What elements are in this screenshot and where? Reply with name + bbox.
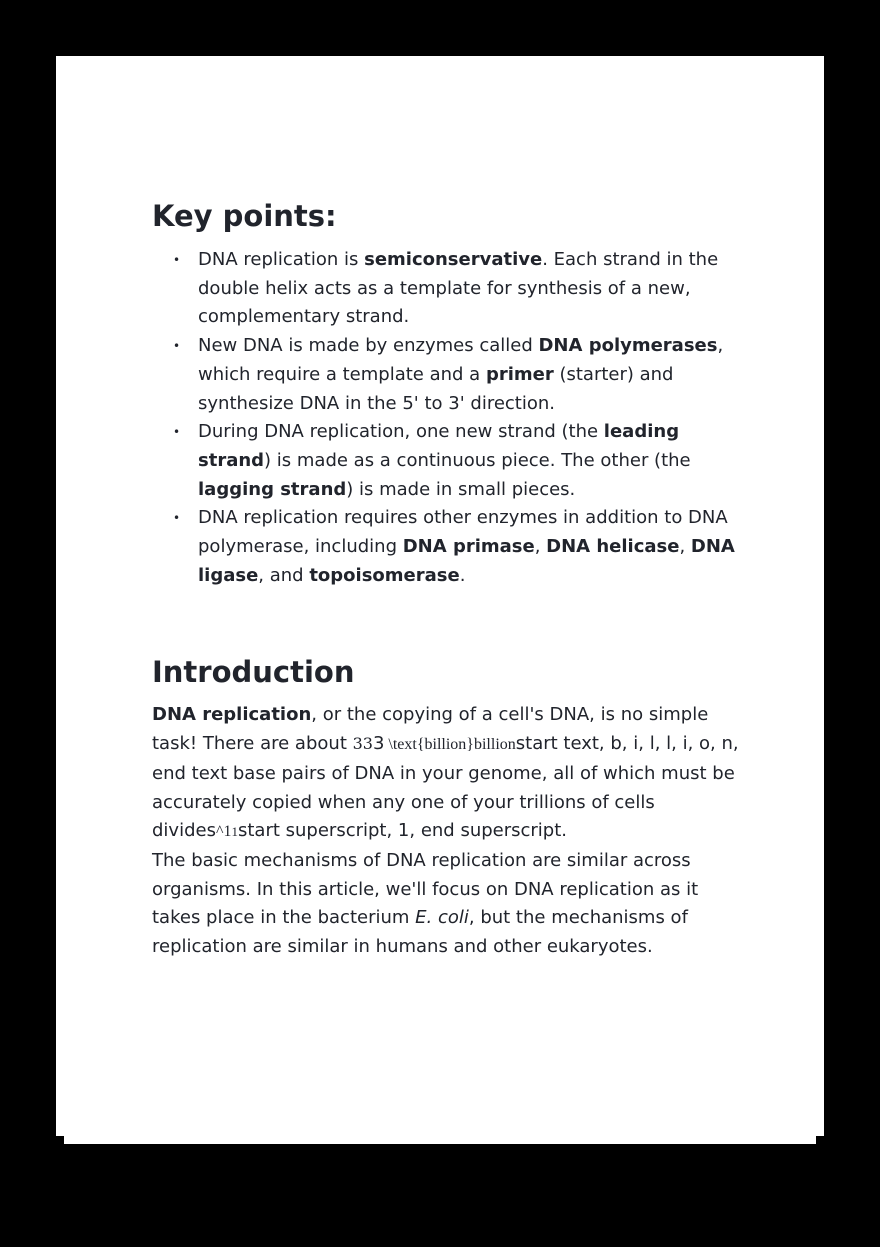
bold-term: primer [485,363,554,385]
key-points-list [152,246,742,590]
bullet-icon: • [173,425,181,440]
text: , [534,536,547,558]
bold-term: DNA helicase [546,536,680,558]
math-number: 3 [372,733,385,755]
bullet-icon: • [173,339,181,354]
math-number: 33 [352,734,373,754]
bullet-icon: • [173,511,181,526]
text: , but the mechanisms of replication are similar in humans and other eukaryotes. [152,907,688,958]
document-page-edge [64,1136,816,1144]
text: start text, b, i, l, l, i, o, n, end text base pairs of DNA in your genome, all of which must be accurately copied when any one of your trillions of cells divides [152,733,739,842]
text: DNA replication requires other enzymes in addition to DNA polymerase, including [198,507,728,558]
article-content [152,196,742,962]
bold-term: semiconservative [364,249,543,270]
text: (starter) and synthesize DNA in the 5' to 3' direction. [198,363,674,414]
superscript-raw: ^1 [215,823,232,841]
key-point-item [173,246,742,332]
text: DNA replication is [198,249,365,270]
text: New DNA is made by enzymes called [198,335,539,357]
text: , which require a template and a [198,335,724,385]
bold-term: topoisomerase [309,564,460,586]
intro-paragraph-2 [152,847,742,962]
bullet-icon: • [173,253,181,267]
text: . Each strand in the double helix acts as a template for synthesis of a new, complementary strand. [198,249,719,328]
text: The basic mechanisms of DNA replication are similar across organisms. In this article, we'll focus on DNA replication as it takes place in the bacterium [152,849,699,929]
bold-term: DNA ligase [198,536,735,586]
italic-term: E. coli [415,907,469,929]
text: ) is made as a continuous piece. The other (the [264,449,691,471]
text: , [679,536,691,558]
bold-term: leading strand [198,421,680,471]
bold-term: lagging strand [198,478,347,500]
text: . [459,564,466,586]
superscript-number: 1 [231,824,238,840]
bold-term: DNA polymerases [538,335,718,357]
bold-term: DNA replication [152,704,312,726]
math-raw-latex: \text{billion}billion [384,736,516,754]
text: , and [258,564,310,586]
key-point-item [173,418,742,504]
text: , or the copying of a cell's DNA, is no simple task! There are about [152,704,709,755]
introduction-heading: Introduction [152,655,355,690]
key-points-heading: Key points: [152,199,337,233]
bold-term: DNA primase [402,536,535,558]
text: During DNA replication, one new strand (the [198,421,604,443]
text: ) is made in small pieces. [346,478,576,500]
text: start superscript, 1, end superscript. [237,820,568,842]
intro-paragraph-1 [152,701,742,847]
key-point-item [173,504,742,590]
key-point-item [173,332,742,418]
